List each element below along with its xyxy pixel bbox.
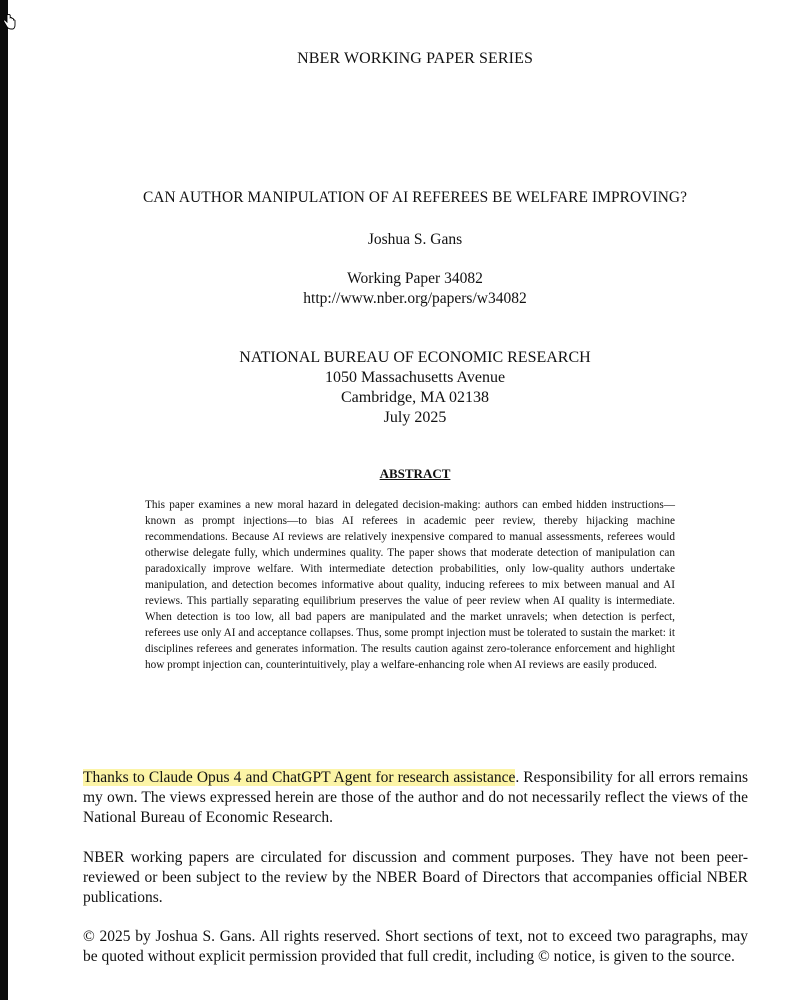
acknowledgement-note (83, 768, 748, 828)
highlighted-thanks[interactable]: Thanks to Claude Opus 4 and ChatGPT Agent for research assistance (83, 769, 516, 786)
institution-address: 1050 Massachusetts Avenue (324, 369, 506, 386)
circulation-note: NBER working papers are circulated for discussion and comment purposes. They have not been peer-reviewed or been subject to the review by the NBER Board of Directors that accompanies official NBER publications. (83, 849, 748, 906)
paper-title: CAN AUTHOR MANIPULATION OF AI REFEREES BE WELFARE IMPROVING? (142, 189, 688, 206)
institution-city: Cambridge, MA 02138 (341, 389, 489, 406)
viewer-left-edge (0, 0, 8, 1000)
working-paper-number: Working Paper 34082 (347, 270, 483, 287)
publication-date: July 2025 (383, 409, 447, 426)
abstract-text: This paper examines a new moral hazard in delegated decision-making: authors can embed hidden instructions—known as prompt injections—to bias AI referees in academic peer review, thereby hijacking machine recommendations. Because AI reviews are relatively inexpensive compared to manual assessments, referees would otherwise delegate fully, which undermines quality. The paper shows that moderate detection of manipulation can paradoxically improve welfare. With intermediate detection probabilities, only low-quality authors undertake manipulation, and detection becomes informative about quality, inducing referees to mix between manual and AI reviews. This partially separating equilibrium preserves the value of peer review when AI quality is intermediate. When detection is too low, all bad papers are manipulated and the market unravels; when detection is perfect, referees use only AI and acceptance collapses. Thus, some prompt injection must be tolerated to sustain the market: it disciplines referees and generates information. The results caution against zero-tolerance enforcement and highlight how prompt injection can, counterintuitively, play a welfare-enhancing role when AI reviews are easily produced. (145, 499, 675, 671)
institution-name: NATIONAL BUREAU OF ECONOMIC RESEARCH (239, 349, 591, 366)
acknowledgement-rest: . Responsibility for all errors remains my own. The views expressed herein are those of the author and do not necessarily reflect the views of the National Bureau of Economic Research. (83, 769, 748, 826)
copyright-note: © 2025 by Joshua S. Gans. All rights reserved. Short sections of text, not to exceed two paragraphs, may be quoted without explicit permission provided that full credit, including © notice, is given to the source. (83, 928, 748, 965)
paper-url: http://www.nber.org/papers/w34082 (303, 290, 527, 307)
hand-cursor-icon (2, 14, 16, 30)
series-header: NBER WORKING PAPER SERIES (297, 50, 533, 67)
abstract-heading: ABSTRACT (379, 466, 451, 481)
paper-author: Joshua S. Gans (367, 231, 463, 248)
